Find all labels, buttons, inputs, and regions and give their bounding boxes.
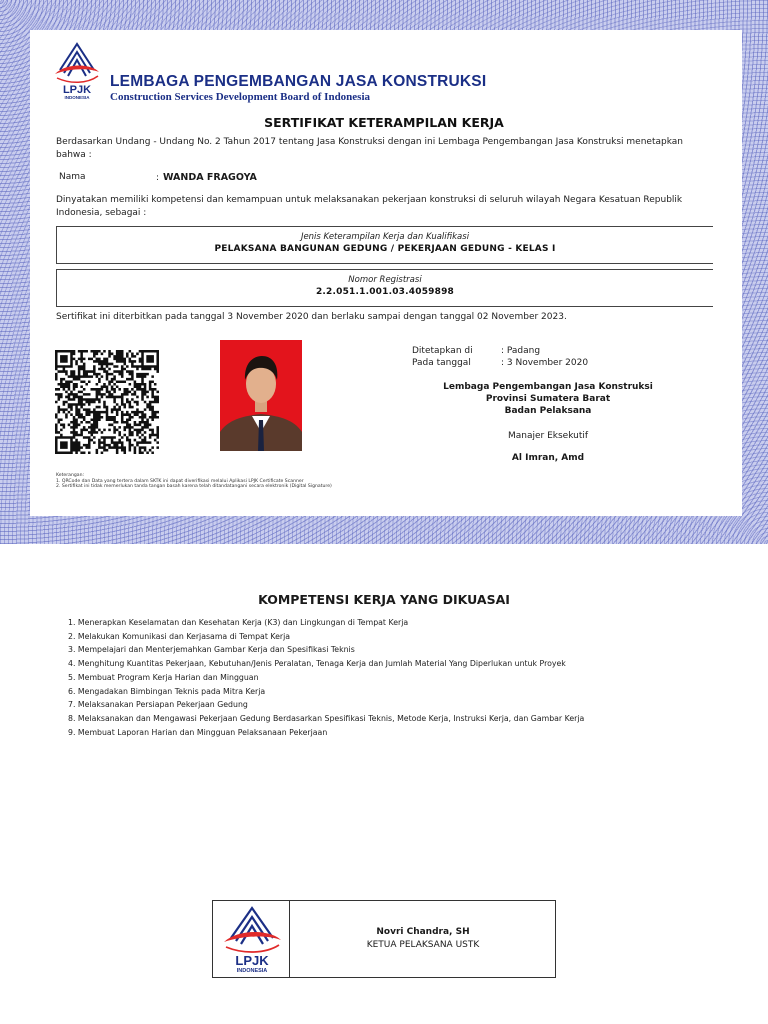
qr-code-icon	[55, 350, 159, 454]
competency-item: 4. Menghitung Kuantitas Pekerjaan, Kebutuhan/Jenis Peralatan, Tenaga Kerja dan Jumlah Material Yang Diperlukan untuk Proyek	[68, 659, 566, 669]
place-value: : Padang	[501, 346, 541, 356]
lpjk-logo-icon	[52, 40, 102, 100]
registration-label: Nomor Registrasi	[348, 275, 422, 285]
small-logo-sub: INDONESIA	[236, 968, 268, 974]
notes-title: Keterangan:	[56, 473, 85, 478]
competency-item: 3. Mempelajari dan Menterjemahkan Gambar Kerja dan Spesifikasi Teknis	[68, 645, 355, 655]
skill-label: Jenis Keterampilan Kerja dan Kualifikasi	[300, 232, 470, 242]
signature-box	[212, 900, 556, 978]
competency-item: 5. Membuat Program Kerja Harian dan Mingguan	[68, 672, 259, 682]
note-1: 1. QRCode dan Data yang tertera dalam SKTK ini dapat diverifikasi melalui Aplikasi LPJK Certificate Scanner	[56, 478, 304, 484]
competency-item: 1. Menerapkan Keselamatan dan Kesehatan Kerja (K3) dan Lingkungan di Tempat Kerja	[68, 618, 409, 627]
signatory-name: Novri Chandra, SH	[376, 927, 470, 937]
org-name-id: LEMBAGA PENGEMBANGAN JASA KONSTRUKSI	[110, 73, 487, 90]
logo-sub: INDONESIA	[64, 95, 90, 100]
holder-photo	[220, 340, 302, 451]
holder-name: WANDA FRAGOYA	[163, 172, 257, 183]
note-2: 2. Sertifikat ini tidak memerlukan tanda tangan basah karena telah ditandatangani secara elektronik (Digital Signature)	[56, 484, 332, 490]
issuer-line-3: Badan Pelaksana	[504, 406, 592, 416]
skill-value: PELAKSANA BANGUNAN GEDUNG / PEKERJAAN GEDUNG - KELAS I	[214, 244, 556, 254]
date-value: : 3 November 2020	[501, 358, 589, 368]
issuer-line-1: Lembaga Pengembangan Jasa Konstruksi	[443, 382, 653, 392]
name-label: Nama	[59, 172, 86, 182]
competency-item: 7. Melaksanakan Persiapan Pekerjaan Gedung	[68, 700, 248, 710]
competency-item: 6. Mengadakan Bimbingan Teknis pada Mitra Kerja	[68, 686, 266, 696]
competency-item: 9. Membuat Laporan Harian dan Mingguan Pelaksanaan Pekerjaan	[68, 727, 328, 737]
issuer-block	[418, 381, 678, 417]
validity-text: Sertifikat ini diterbitkan pada tanggal 3 November 2020 dan berlaku sampai dengan tanggal 02 November 2023.	[56, 312, 567, 322]
competency-item: 8. Melaksanakan dan Mengawasi Pekerjaan Gedung Berdasarkan Spesifikasi Teknis, Metode Kerja, Instruksi Kerja, dan Gambar Kerja	[68, 713, 585, 723]
issuer-line-2: Provinsi Sumatera Barat	[485, 394, 611, 404]
place-label: Ditetapkan di	[412, 346, 473, 356]
logo-acronym: LPJK	[62, 84, 92, 96]
signatory-role: KETUA PELAKSANA USTK	[366, 940, 480, 950]
competency-item: 2. Melakukan Komunikasi dan Kerjasama di Tempat Kerja	[68, 631, 291, 641]
intro-text: Berdasarkan Undang - Undang No. 2 Tahun 2017 tentang Jasa Konstruksi dengan ini Lembaga Pengembangan Jasa Konstruksi menetapkan bahwa :	[56, 137, 683, 160]
registration-number: 2.2.051.1.001.03.4059898	[315, 287, 455, 297]
competencies-list	[68, 616, 748, 739]
declaration-text: Dinyatakan memiliki kompetensi dan kemampuan untuk melaksanakan pekerjaan konstruksi di seluruh wilayah Negara Kesatuan Republik Indonesia, sebagai :	[56, 195, 683, 218]
lpjk-logo-small-icon	[219, 904, 285, 974]
name-separator: :	[156, 173, 160, 183]
skill-box	[56, 226, 713, 264]
signature-divider	[289, 901, 290, 977]
notes-block	[56, 473, 416, 490]
signer-name: Al Imran, Amd	[511, 453, 585, 463]
small-logo-acronym: LPJK	[235, 953, 269, 968]
date-label: Pada tanggal	[412, 358, 471, 368]
certificate-title: SERTIFIKAT KETERAMPILAN KERJA	[264, 115, 504, 130]
registration-box	[56, 269, 713, 307]
org-name-en: Construction Services Development Board of Indonesia	[110, 91, 371, 103]
signer-title: Manajer Eksekutif	[507, 431, 589, 441]
competencies-title: KOMPETENSI KERJA YANG DIKUASAI	[258, 592, 510, 607]
